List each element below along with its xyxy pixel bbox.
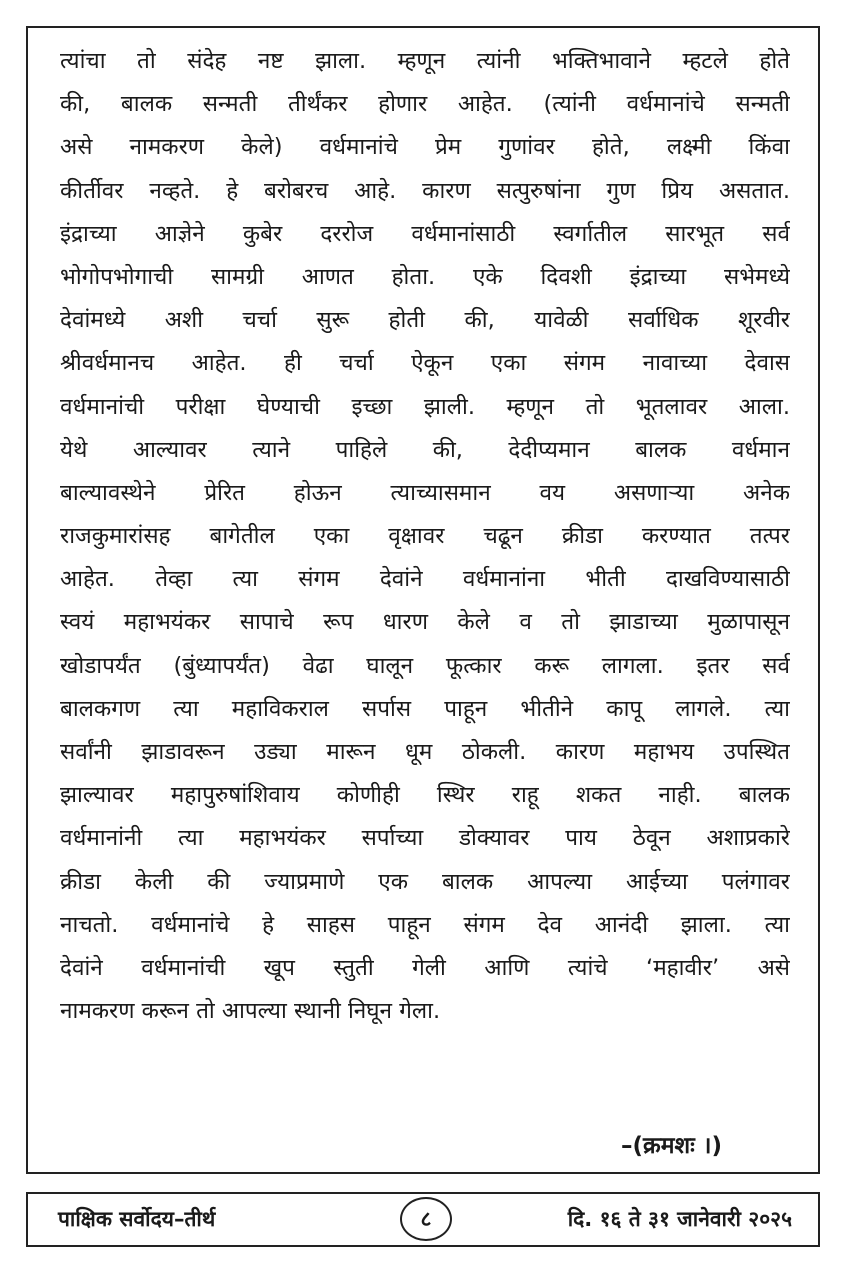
text-line: नामकरण करून तो आपल्या स्थानी निघून गेला. (60, 998, 441, 1025)
continued-marker: –(क्रमशः ।) (621, 1133, 722, 1159)
text-line: इंद्राच्या आज्ञेने कुबेर दररोज वर्धमानांसाठी स्वर्गातील सारभूत सर्व (60, 220, 790, 247)
issue-date: दि. १६ ते ३१ जानेवारी २०२५ (567, 1207, 792, 1231)
text-line: वर्धमानांची परीक्षा घेण्याची इच्छा झाली. म्हणून तो भूतलावर आला. (60, 393, 790, 420)
text-line: भोगोपभोगाची सामग्री आणत होता. एके दिवशी इंद्राच्या सभेमध्ये (60, 263, 790, 290)
text-line: त्यांचा तो संदेह नष्ट झाला. म्हणून त्यांनी भक्तिभावाने म्हटले होते (60, 48, 790, 74)
text-line: झाल्यावर महापुरुषांशिवाय कोणीही स्थिर राहू शकत नाही. बालक (60, 782, 790, 809)
page-footer (26, 1192, 820, 1247)
article-text (60, 40, 790, 1033)
text-line: वर्धमानांनी त्या महाभयंकर सर्पाच्या डोक्यावर पाय ठेवून अशाप्रकारे (60, 825, 790, 852)
text-line: नाचतो. वर्धमानांचे हे साहस पाहून संगम देव आनंदी झाला. त्या (60, 911, 790, 938)
text-line: क्रीडा केली की ज्याप्रमाणे एक बालक आपल्या आईच्या पलंगावर (60, 868, 790, 895)
text-line: बालकगण त्या महाविकराल सर्पास पाहून भीतीने कापू लागले. त्या (60, 695, 790, 722)
text-line: खोडापर्यंत (बुंध्यापर्यंत) वेढा घालून फूत्कार करू लागला. इतर सर्व (60, 652, 790, 679)
text-line: देवांमध्ये अशी चर्चा सुरू होती की, यावेळी सर्वाधिक शूरवीर (60, 307, 790, 334)
text-line: बाल्यावस्थेने प्रेरित होऊन त्याच्यासमान वय असणाऱ्या अनेक (60, 479, 790, 506)
text-line: की, बालक सन्मती तीर्थंकर होणार आहेत. (त्यांनी वर्धमानांचे सन्मती (60, 91, 790, 118)
text-line: येथे आल्यावर त्याने पाहिले की, देदीप्यमान बालक वर्धमान (60, 436, 790, 463)
text-line: कीर्तीवर नव्हते. हे बरोबरच आहे. कारण सत्पुरुषांना गुण प्रिय असतात. (60, 177, 790, 204)
article-box (26, 26, 820, 1174)
text-line: सर्वांनी झाडावरून उड्या मारून धूम ठोकली. कारण महाभय उपस्थित (60, 739, 790, 765)
text-line: स्वयं महाभयंकर सापाचे रूप धारण केले व तो झाडाच्या मुळापासून (60, 609, 790, 636)
text-line: आहेत. तेव्हा त्या संगम देवांने वर्धमानांना भीती दाखविण्यासाठी (60, 566, 790, 593)
text-line: असे नामकरण केले) वर्धमानांचे प्रेम गुणांवर होते, लक्ष्मी किंवा (60, 134, 790, 161)
page-number: ८ (400, 1197, 452, 1241)
publication-name: पाक्षिक सर्वोदय–तीर्थ (58, 1207, 216, 1231)
text-line: श्रीवर्धमानच आहेत. ही चर्चा ऐकून एका संगम नावाच्या देवास (60, 350, 790, 377)
text-line: राजकुमारांसह बागेतील एका वृक्षावर चढून क्रीडा करण्यात तत्पर (60, 523, 790, 550)
text-line: देवांने वर्धमानांची खूप स्तुती गेली आणि त्यांचे ‘महावीर’ असे (60, 954, 790, 981)
